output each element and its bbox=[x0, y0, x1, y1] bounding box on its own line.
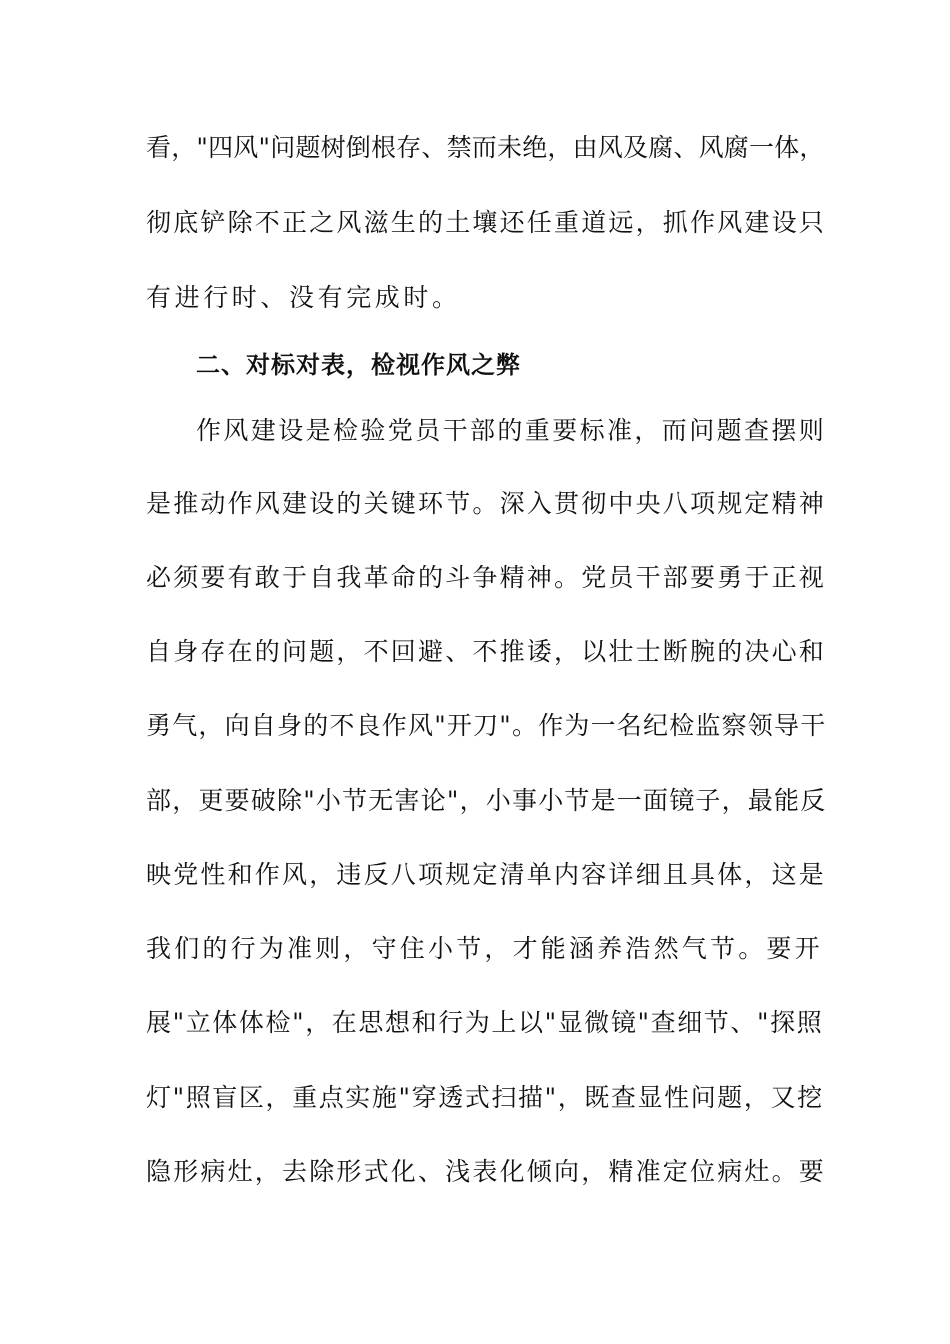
paragraph-2-line-3: 必须要有敢于自我革命的斗争精神。党员干部要勇于正视 bbox=[146, 563, 827, 592]
paragraph-2-line-7: 映党性和作风，违反八项规定清单内容详细且具体，这是 bbox=[146, 860, 827, 889]
paragraph-2-line-8: 我们的行为准则，守住小节，才能涵养浩然气节。要开 bbox=[146, 934, 823, 963]
paragraph-2-line-5: 勇气，向自身的不良作风"开刀"。作为一名纪检监察领导干 bbox=[146, 711, 827, 740]
paragraph-2-line-10: 灯"照盲区，重点实施"穿透式扫描"，既查显性问题，又挖 bbox=[146, 1083, 824, 1112]
paragraph-1-line-3: 有进行时、没有完成时。 bbox=[146, 283, 461, 312]
paragraph-1-line-1: 看，"四风"问题树倒根存、禁而未绝，由风及腐、风腐一体， bbox=[146, 133, 825, 162]
paragraph-2-line-4: 自身存在的问题，不回避、不推诿，以壮士断腕的决心和 bbox=[146, 637, 827, 666]
paragraph-2-line-6: 部，更要破除"小节无害论"，小事小节是一面镜子，最能反 bbox=[146, 786, 827, 815]
paragraph-2-line-2: 是推动作风建设的关键环节。深入贯彻中央八项规定精神 bbox=[146, 489, 827, 518]
paragraph-2-line-11: 隐形病灶，去除形式化、浅表化倾向，精准定位病灶。要 bbox=[146, 1157, 827, 1186]
paragraph-2-line-9: 展"立体体检"，在思想和行为上以"显微镜"查细节、"探照 bbox=[146, 1008, 824, 1037]
section-heading: 二、对标对表，检视作风之弊 bbox=[196, 351, 521, 379]
paragraph-2-line-1: 作风建设是检验党员干部的重要标准，而问题查摆则 bbox=[196, 416, 827, 445]
paragraph-1-line-2: 彻底铲除不正之风滋生的土壤还任重道远，抓作风建设只 bbox=[146, 208, 827, 237]
